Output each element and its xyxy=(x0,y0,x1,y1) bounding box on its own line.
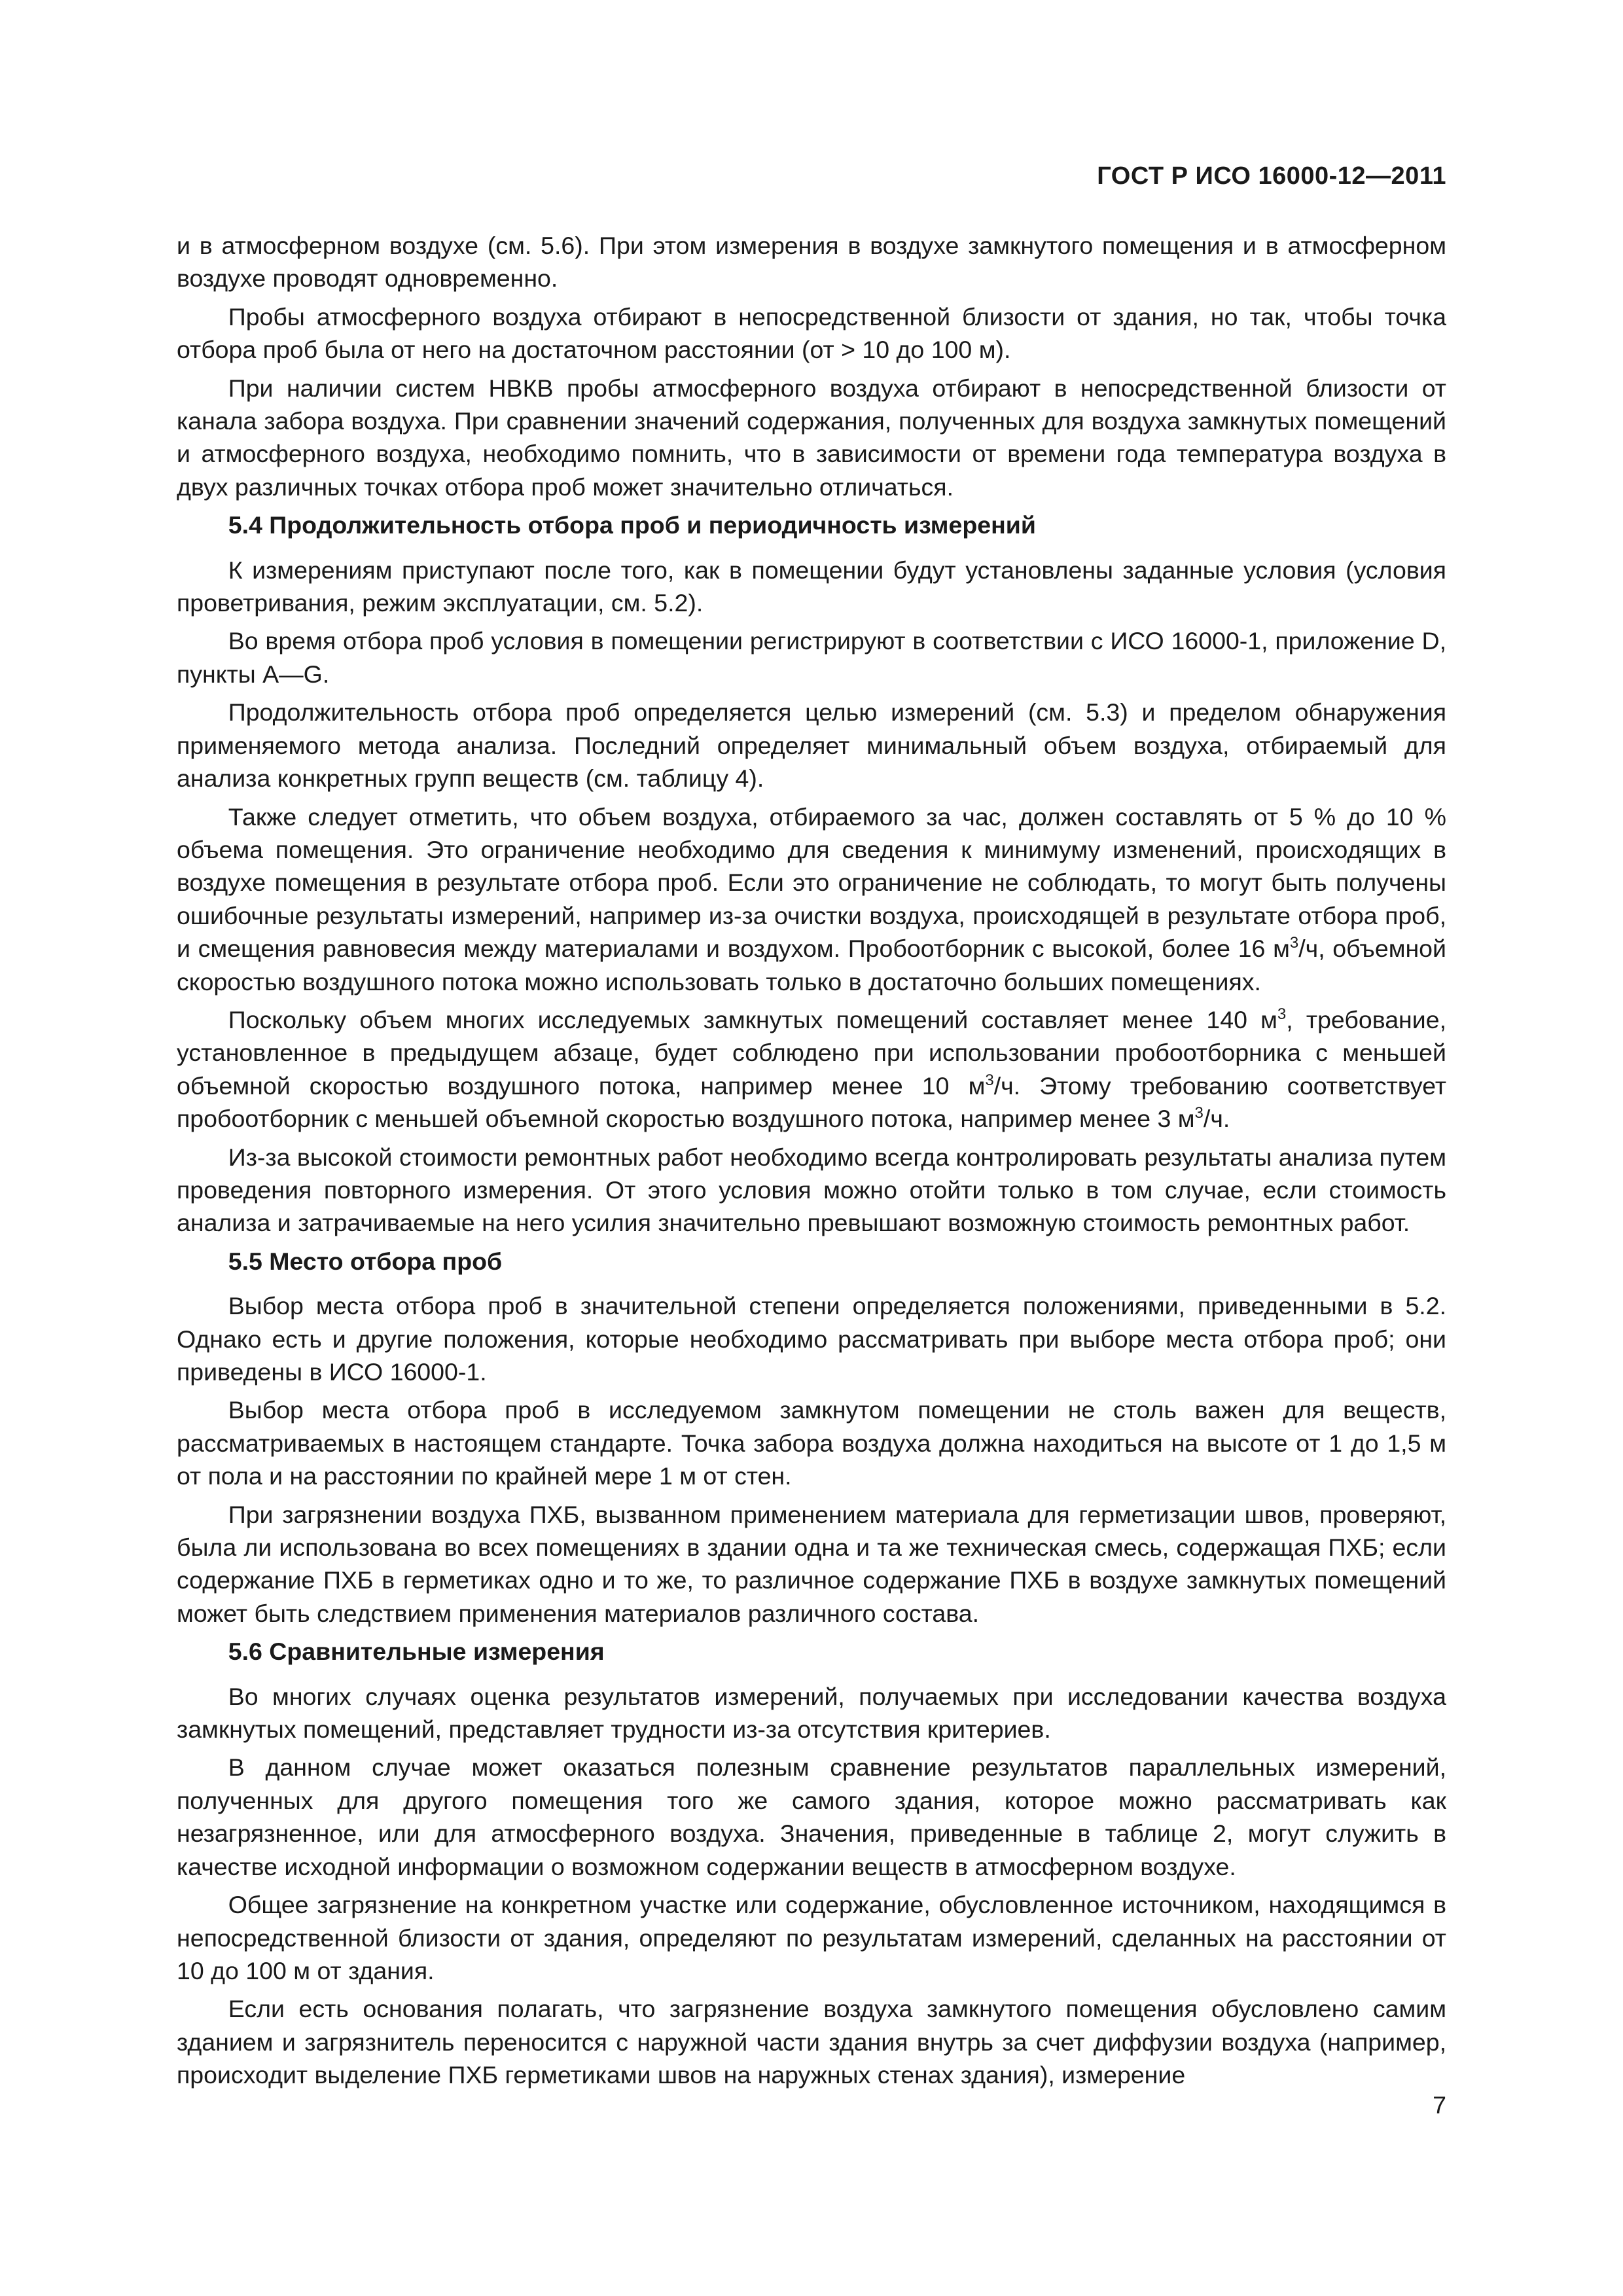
paragraph-5-6-evaluation: Во многих случаях оценка результатов измерений, получаемых при исследовании качества воздуха замкнутых помещений, представляет трудности из-за отсутствия критериев. xyxy=(177,1682,1446,1744)
text-fragment: Также следует отметить, что объем воздуха, отбираемого за час, должен составлять от 5 % до 10 % объема помещения. Это ограничение необходимо для сведения к минимуму изменений, происходящих в воздухе помещения в результате отбора проб. Если это ограничение не соблюдать, то могут быть получены ошибочные результаты измерений, например из-за очистки воздуха, происходящей в результате отбора проб, и смещения равновесия между материалами и воздухом. Пробоотборник с высокой, более 16 м xyxy=(177,802,1446,963)
paragraph-5-5-sampling-height: Выбор места отбора проб в исследуемом замкнутом помещении не столь важен для веществ, рассматриваемых в настоящем стандарте. Точка забора воздуха должна находиться на высоте от 1 до 1,5 м от пола и на расстоянии по крайней мере 1 м от стен. xyxy=(177,1396,1446,1490)
paragraph-5-4-start-conditions: К измерениям приступают после того, как в помещении будут установлены заданные условия (условия проветривания, режим эксплуатации, см. 5.2). xyxy=(177,556,1446,617)
document-body xyxy=(177,229,1446,2097)
section-heading-5-6: 5.6 Сравнительные измерения xyxy=(228,1638,605,1666)
page-number: 7 xyxy=(1433,2091,1446,2119)
paragraph-5-6-general-pollution: Общее загрязнение на конкретном участке или содержание, обусловленное источником, находящимся в непосредственной близости от здания, определяют по результатам измерений, сделанных на расстоянии от 10 до 100 м от здания. xyxy=(177,1891,1446,1984)
paragraph-5-6-parallel: В данном случае может оказаться полезным сравнение результатов параллельных измерений, полученных для другого помещения того же самого здания, которое можно рассматривать как незагрязненное, или для атмосферного воздуха. Значения, приведенные в таблице 2, могут служить в качестве исходной информации о возможном содержании веществ в атмосферном воздухе. xyxy=(177,1753,1446,1880)
paragraph-hvac: При наличии систем НВКВ пробы атмосферного воздуха отбирают в непосредственной близости от канала забора воздуха. При сравнении значений содержания, полученных для воздуха замкнутых помещений и атмосферного воздуха, необходимо помнить, что в зависимости от времени года температура воздуха в двух различных точках отбора проб может значительно отличаться. xyxy=(177,374,1446,501)
paragraph-5-6-building-source: Если есть основания полагать, что загрязнение воздуха замкнутого помещения обусловлено самим зданием и загрязнитель переносится с наружной части здания внутрь за счет диффузии воздуха (например, происходит выделение ПХБ герметиками швов на наружных стенах здания), измерение xyxy=(177,1995,1446,2089)
paragraph-5-4-registration: Во время отбора проб условия в помещении регистрируют в соответствии с ИСО 16000-1, приложение D, пункты A—G. xyxy=(177,627,1446,688)
paragraph-5-4-volume-limit xyxy=(177,800,1446,998)
paragraph-5-5-pcb: При загрязнении воздуха ПХБ, вызванном применением материала для герметизации швов, проверяют, была ли использована во всех помещениях в здании одна и та же техническая смесь, содержащая ПХБ; если содержание ПХБ в герметиках одно и то же, то различное содержание ПХБ в воздухе замкнутых помещений может быть следствием применения материалов различного состава. xyxy=(177,1500,1446,1627)
paragraph-outdoor-sampling: Пробы атмосферного воздуха отбирают в непосредственной близости от здания, но так, чтобы точка отбора проб была от него на достаточном расстоянии (от > 10 до 100 м). xyxy=(177,302,1446,364)
superscript-3: 3 xyxy=(1194,1104,1204,1122)
text-fragment: /ч. Этому требованию соответствует пробоотборник с меньшей объемной скоростью воздушного потока, например менее 3 м xyxy=(177,1071,1446,1133)
section-heading-5-4: 5.4 Продолжительность отбора проб и периодичность измерений xyxy=(228,511,1036,539)
text-fragment: , требование, установленное в предыдущем абзаце, будет соблюдено при использовании пробоотборника с меньшей объемной скоростью воздушного потока, например менее 10 м xyxy=(177,1005,1446,1100)
paragraph-5-4-room-volume xyxy=(177,1003,1446,1136)
paragraph-5-5-location-choice: Выбор места отбора проб в значительной степени определяется положениями, приведенными в 5.2. Однако есть и другие положения, которые необходимо рассматривать при выборе места отбора проб; они приведены в ИСО 16000-1. xyxy=(177,1292,1446,1386)
text-fragment: Поскольку объем многих исследуемых замкнутых помещений составляет менее 140 м xyxy=(228,1005,1277,1033)
section-heading-5-5: 5.5 Место отбора проб xyxy=(228,1247,503,1275)
superscript-3: 3 xyxy=(1289,934,1299,952)
superscript-3: 3 xyxy=(1277,1005,1287,1023)
paragraph-5-4-repeat-measurement: Из-за высокой стоимости ремонтных работ необходимо всегда контролировать результаты анализа путем проведения повторного измерения. От этого условия можно отойти только в том случае, если стоимость анализа и затрачиваемые на него усилия значительно превышают возможную стоимость ремонтных работ. xyxy=(177,1143,1446,1237)
paragraph-intro: и в атмосферном воздухе (см. 5.6). При этом измерения в воздухе замкнутого помещения и в атмосферном воздухе проводят одновременно. xyxy=(177,232,1446,293)
text-fragment: /ч, объемной скоростью воздушного потока можно использовать только в достаточно больших помещениях. xyxy=(177,935,1446,996)
paragraph-5-4-duration: Продолжительность отбора проб определяется целью измерений (см. 5.3) и пределом обнаружения применяемого метода анализа. Последний определяет минимальный объем воздуха, отбираемый для анализа конкретных групп веществ (см. таблицу 4). xyxy=(177,698,1446,793)
superscript-3: 3 xyxy=(985,1071,994,1089)
text-fragment: /ч. xyxy=(1203,1105,1230,1133)
document-code-header: ГОСТ Р ИСО 16000-12—2011 xyxy=(1097,162,1446,190)
